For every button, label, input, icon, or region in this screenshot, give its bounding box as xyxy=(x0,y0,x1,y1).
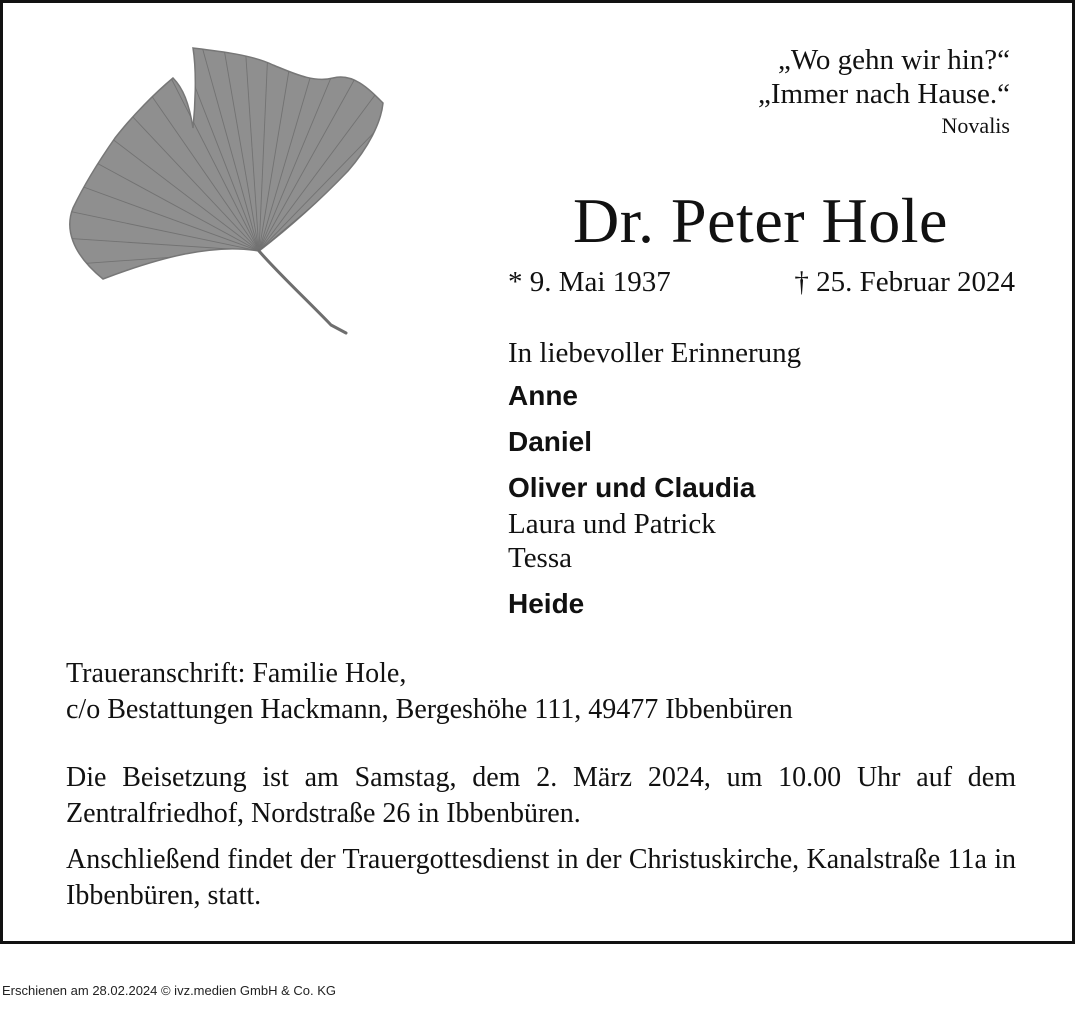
life-dates xyxy=(508,265,1015,299)
mourner-name: Oliver und Claudia xyxy=(508,472,756,503)
mourners-intro: In liebevoller Erinnerung xyxy=(508,337,802,369)
deceased-name: Dr. Peter Hole xyxy=(573,185,948,256)
address-line-1: Traueranschrift: Familie Hole, xyxy=(66,658,407,689)
address-line-2: c/o Bestattungen Hackmann, Bergeshöhe 111, 49477 Ibbenbüren xyxy=(66,694,793,725)
mourner-name: Tessa xyxy=(508,542,573,574)
quote-line-2: „Immer nach Hause.“ xyxy=(757,78,1010,110)
birth-date: * 9. Mai 1937 xyxy=(508,266,671,298)
mourner-name: Laura und Patrick xyxy=(508,508,716,540)
funeral-details xyxy=(66,760,1016,924)
mourner-name: Heide xyxy=(508,588,585,619)
ginkgo-leaf-icon xyxy=(63,43,393,338)
quote-author: Novalis xyxy=(941,113,1010,138)
mourner-name: Daniel xyxy=(508,426,593,457)
death-date: † 25. Februar 2024 xyxy=(794,266,1015,298)
service-info: Anschließend findet der Trauergottesdienst in der Christuskirche, Kanalstraße 11a in Ibbenbüren, statt. xyxy=(66,844,1016,911)
publication-footer: Erschienen am 28.02.2024 © ivz.medien GmbH & Co. KG xyxy=(2,983,337,998)
mourners-list xyxy=(508,335,801,633)
quote-line-1: „Wo gehn wir hin?“ xyxy=(778,44,1010,76)
quote-block xyxy=(758,43,1010,141)
mourner-name: Anne xyxy=(508,380,578,411)
burial-info: Die Beisetzung ist am Samstag, dem 2. März 2024, um 10.00 Uhr auf dem Zentralfriedhof, Nordstraße 26 in Ibbenbüren. xyxy=(66,762,1016,829)
mourning-address xyxy=(66,656,793,728)
